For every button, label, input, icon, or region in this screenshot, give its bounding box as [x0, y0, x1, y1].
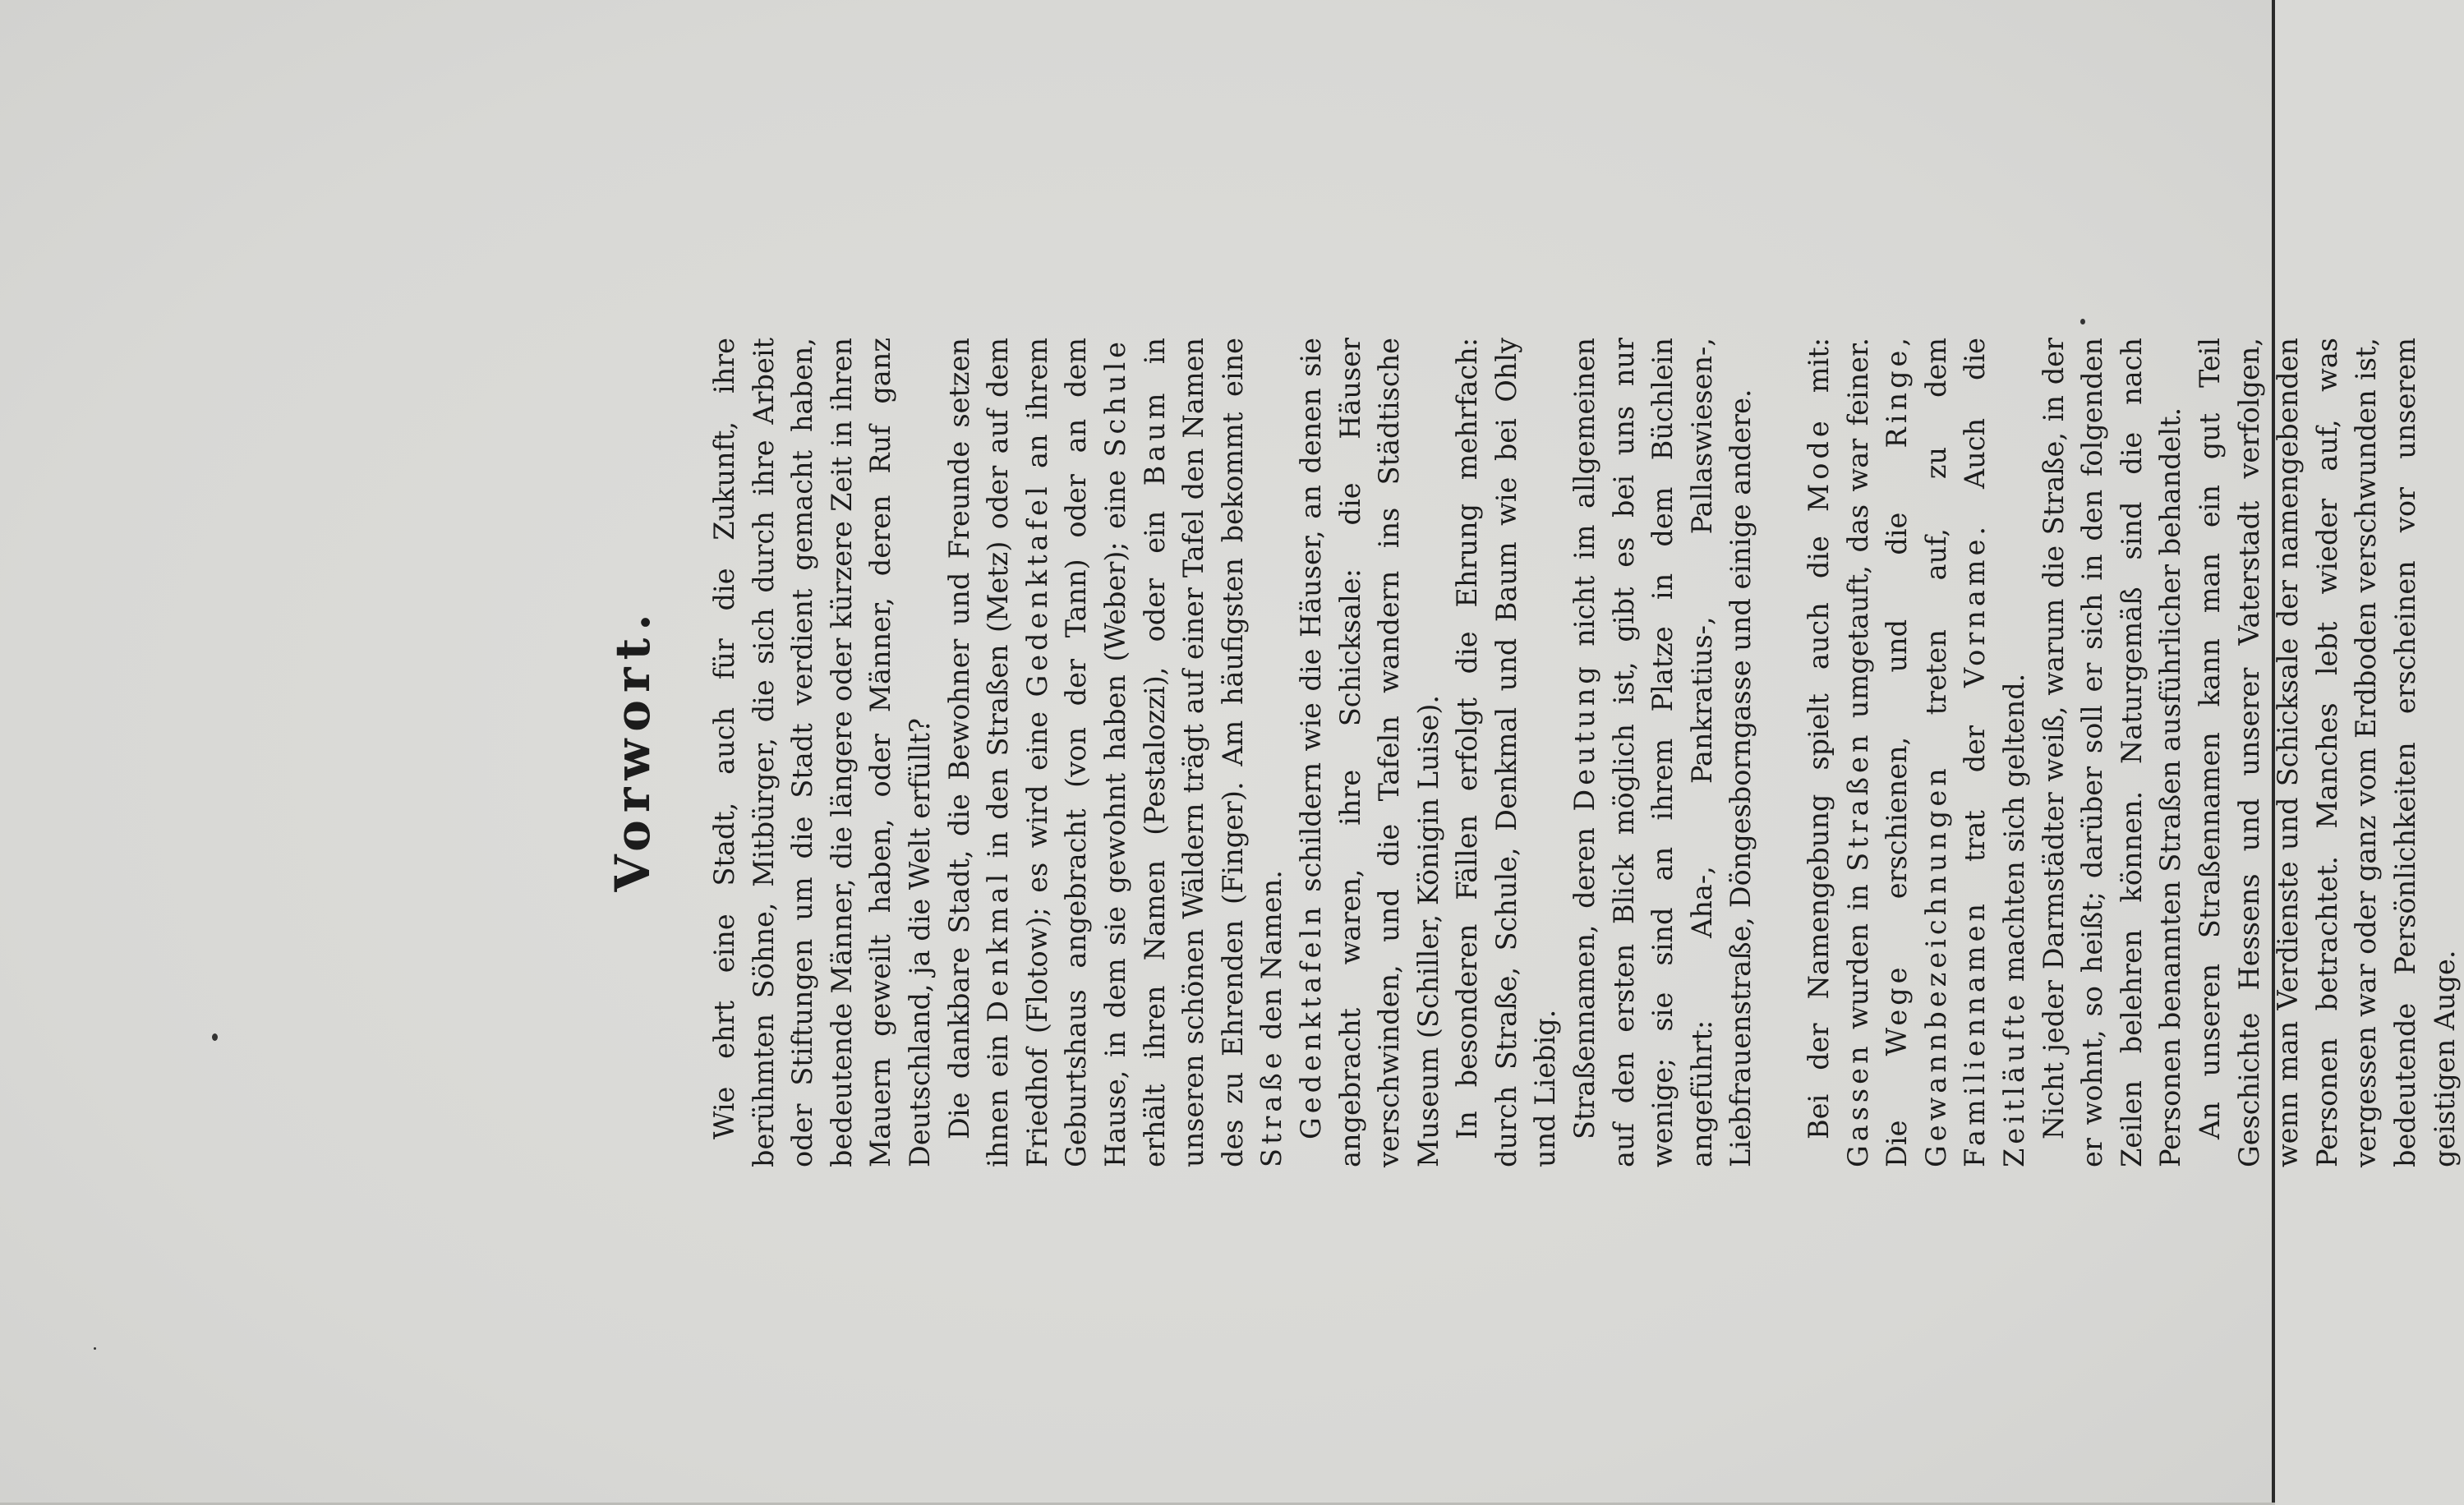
text-segment: in den Straßen (Metz) oder auf dem Friedhof (Flotow); es wird eine	[982, 338, 1053, 1167]
text-segment: umgetauft, das war feiner. Die	[1841, 338, 1914, 1167]
text-segment: An unseren Straßennamen kann man ein gut Teil Geschichte Hessens und unserer Vaterstadt verfolgen, wenn man Verdienste und Schicksale der namengebenden Personen betrachtet. Manches lebt wieder auf, was vergessen war oder ganz vom Erdboden verschwunden ist, bedeutende Persönlichkeiten erscheinen vor unserem geistigen Auge.	[2193, 338, 2461, 1167]
text-segment: wurden in	[1841, 871, 1874, 1042]
dust-speck	[212, 1033, 218, 1041]
emphasized-word: Denkmal	[982, 869, 1015, 1023]
text-segment: ,	[1881, 337, 1914, 347]
paragraph-p2	[940, 338, 1292, 1167]
emphasized-word: Familiennamen	[1959, 900, 1992, 1167]
emphasized-word: Baum	[1138, 389, 1171, 486]
text-segment: In besonderen Fällen erfolgt die Ehrung mehrfach: durch Straße, Schule, Denkmal und Baum wie bei Ohly und Liebig.	[1451, 338, 1562, 1167]
emphasized-word: Straßen	[1841, 730, 1874, 872]
text-segment: schildern wie die Häuser, an denen sie angebracht waren, ihre Schicksale: die Häuser verschwinden, und die Tafeln wandern ins Städtische Museum (Schiller, Königin Luise).	[1294, 338, 1444, 1167]
text-segment: Wie ehrt eine Stadt, auch für die Zukunft, ihre berühmten Söhne, Mitbürger, die sich durch ihre Arbeit oder Stiftungen um die Stadt verdient gemacht haben, bedeutende Männer, die längere oder kürzere Zeit in ihren Mauern geweilt haben, oder Männer, deren Ruf ganz Deutschland, ja die Welt erfüllt?	[708, 338, 936, 1167]
page-title: Vorwort.	[605, 606, 661, 892]
emphasized-word: Gedenktafel	[1020, 482, 1053, 697]
emphasized-word: Gassen	[1841, 1042, 1874, 1167]
emphasized-word: Gewannbezeichnungen	[1919, 764, 1952, 1167]
text-segment: Straßennamen, deren	[1568, 811, 1601, 1139]
emphasized-word: Ringe	[1881, 346, 1914, 449]
text-segment: machten sich geltend.	[1998, 673, 2030, 991]
emphasized-word: Gedenktafeln	[1294, 903, 1327, 1139]
preface-text-block	[605, 337, 2461, 1167]
text-segment: an ihrem Geburtshaus angebracht (von der Tann) oder an dem Hause, in dem sie gewohnt haben (Weber); eine	[1020, 338, 1131, 1167]
paragraph-p7	[2034, 338, 2190, 1167]
text-segment: . Auch die	[1959, 338, 1992, 536]
paragraph-p4	[1448, 338, 1565, 1167]
emphasized-word: Schule	[1098, 338, 1131, 458]
emphasized-word: Mode	[1803, 417, 1835, 513]
text-segment: Bei der Namengebung spielt auch die	[1803, 512, 1835, 1139]
paragraph-p5	[1565, 338, 1761, 1167]
paragraph-p6	[1799, 338, 2034, 1167]
paragraph-list	[705, 338, 2464, 1167]
text-segment: den Namen.	[1255, 870, 1288, 1049]
emphasized-word: Wege	[1881, 963, 1914, 1056]
dust-speck	[94, 1347, 96, 1350]
emphasized-word: Straße	[1255, 1048, 1288, 1167]
text-segment: nicht im allgemeinen auf den ersten Blick möglich ist, gibt es bei uns nur wenige; sie sind an ihrem Platze in dem Büchlein angeführt: Aha-, Pankratius-, Pallaswiesen-, Liebfrauenstraße, Döngesborngasse und einige andere.	[1568, 338, 1757, 1167]
paragraph-p3	[1292, 338, 1448, 1167]
text-segment: in unseren schönen Wäldern trägt auf einer Tafel den Namen des zu Ehrenden (Finger). Am häufigsten bekommt eine	[1138, 338, 1249, 1167]
dust-speck	[2080, 319, 2085, 324]
text-segment: Nicht jeder Darmstädter weiß, warum die Straße, in der er wohnt, so heißt; darüber soll er sich in den folgenden Zeilen belehren können. Naturgemäß sind die nach Personen benannten Straßen ausführlicher behandelt.	[2037, 338, 2187, 1167]
text-segment: erhält ihren Namen (Pestalozzi), oder ein	[1138, 486, 1171, 1167]
text-segment: mit:	[1803, 338, 1835, 417]
emphasized-word: Zeitläufte	[1998, 990, 2030, 1167]
text-segment: trat der	[1959, 688, 1992, 900]
text-segment: erschienen, und die	[1881, 448, 1914, 964]
text-segment: treten auf, zu dem	[1919, 338, 1952, 765]
paragraph-p1	[705, 338, 940, 1167]
paragraph-p8	[2190, 338, 2464, 1167]
emphasized-word: Deutung	[1568, 662, 1601, 812]
emphasized-word: Vorname	[1959, 535, 1992, 688]
text-segment: Die dankbare Stadt, die Bewohner und Freunde setzen ihnen ein	[942, 338, 1015, 1167]
